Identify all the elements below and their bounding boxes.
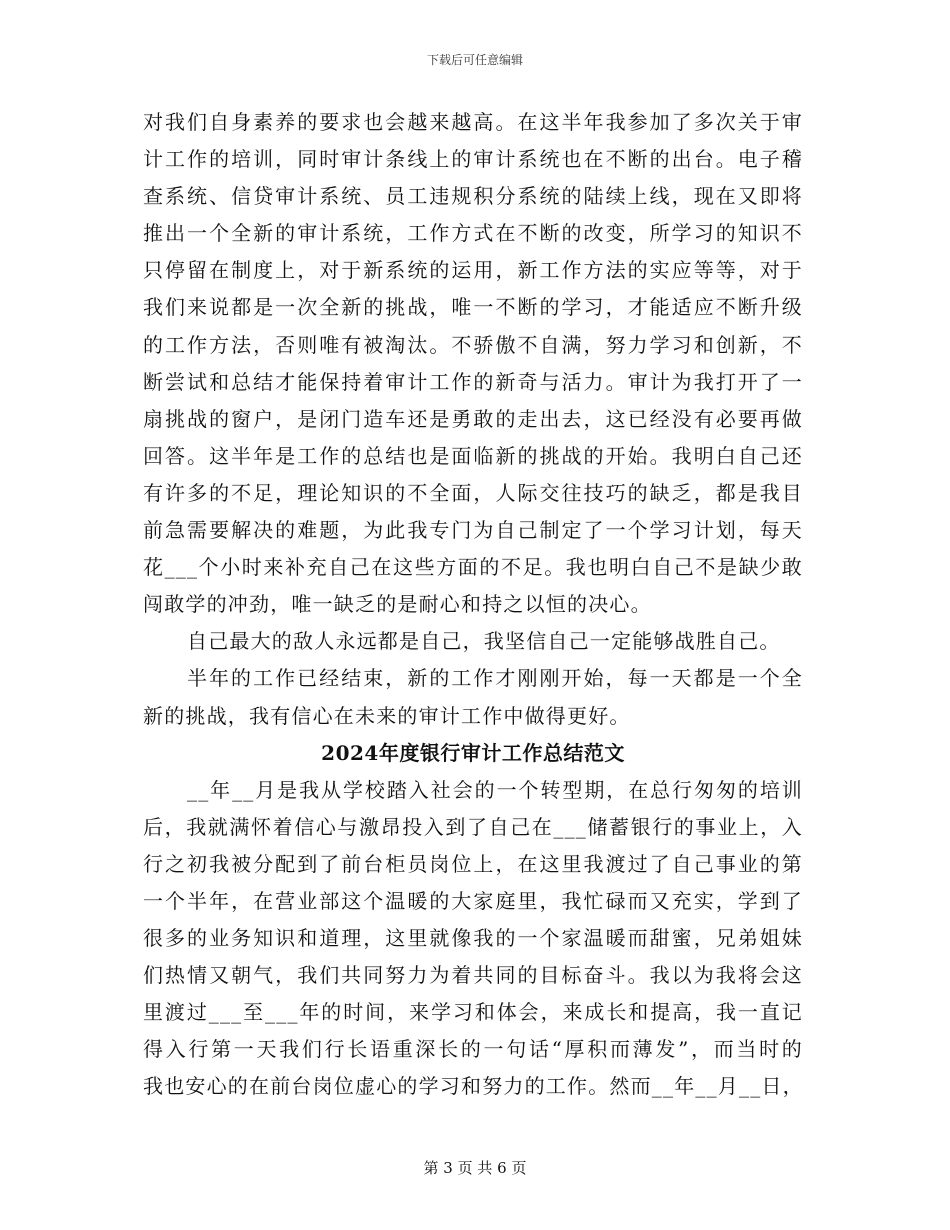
document-body (143, 104, 803, 1106)
section-title: 2024年度银行审计工作总结范文 (321, 740, 625, 765)
text-line: 断尝试和总结才能保持着审计工作的新奇与活力。审计为我打开了一 (143, 369, 803, 394)
text-line: 新的挑战，我有信心在未来的审计工作中做得更好。 (143, 703, 631, 728)
text-line: 查系统、信贷审计系统、员工违规积分系统的陆续上线，现在又即将 (143, 184, 803, 209)
paragraph-career-start (143, 772, 803, 1106)
text-line: 我也安心的在前台岗位虚心的学习和努力的工作。然而__年__月__日， (143, 1074, 804, 1099)
text-line: 们热情又朝气，我们共同努力为着共同的目标奋斗。我以为我将会这 (143, 963, 803, 988)
text-line: 前急需要解决的难题，为此我专门为自己制定了一个学习计划，每天 (143, 518, 803, 543)
paragraph-enemy-is-self (143, 623, 803, 660)
paragraph-self-cultivation (143, 104, 803, 623)
text-line: 的工作方法，否则唯有被淘汰。不骄傲不自满，努力学习和创新，不 (143, 332, 803, 357)
text-line: 里渡过___至___年的时间，来学习和体会，来成长和提高，我一直记 (143, 1000, 803, 1025)
text-line: 计工作的培训，同时审计条线上的审计系统也在不断的出台。电子稽 (143, 147, 803, 172)
text-line: 推出一个全新的审计系统，工作方式在不断的改变，所学习的知识不 (143, 221, 803, 246)
text-line: 花___个小时来补充自己在这些方面的不足。我也明白自己不是缺少敢 (143, 555, 803, 580)
text-line: 很多的业务知识和道理，这里就像我的一个家温暖而甜蜜，兄弟姐妹 (143, 926, 803, 951)
text-line: 有许多的不足，理论知识的不全面，人际交往技巧的缺乏，都是我目 (143, 480, 803, 505)
text-line: __年__月是我从学校踏入社会的一个转型期，在总行匆匆的培训 (187, 777, 803, 802)
text-line: 闯敢学的冲劲，唯一缺乏的是耐心和持之以恒的决心。 (143, 592, 652, 617)
text-line: 回答。这半年是工作的总结也是面临新的挑战的开始。我明白自己还 (143, 443, 803, 468)
text-line: 后，我就满怀着信心与激昂投入到了自己在___储蓄银行的事业上，入 (143, 814, 803, 839)
text-line: 半年的工作已经结束，新的工作才刚刚开始，每一天都是一个全 (187, 666, 803, 691)
text-line: 扇挑战的窗户，是闭门造车还是勇敢的走出去，这已经没有必要再做 (143, 406, 803, 431)
text-line: 我们来说都是一次全新的挑战，唯一不断的学习，才能适应不断升级 (143, 295, 803, 320)
text-line: 得入行第一天我们行长语重深长的一句话“厚积而薄发”，而当时的 (143, 1037, 803, 1062)
text-line: 一个半年，在营业部这个温暖的大家庭里，我忙碌而又充实，学到了 (143, 888, 803, 913)
text-line: 只停留在制度上，对于新系统的运用，新工作方法的实应等等，对于 (143, 258, 803, 283)
page-header: 下载后可任意编辑 (426, 53, 523, 67)
text-line: 对我们自身素养的要求也会越来越高。在这半年我参加了多次关于审 (143, 110, 803, 134)
text-line: 自己最大的敌人永远都是自己，我坚信自己一定能够战胜自己。 (187, 629, 781, 654)
text-line: 行之初我被分配到了前台柜员岗位上，在这里我渡过了自己事业的第 (143, 851, 803, 876)
paragraph-half-year-ended (143, 660, 803, 734)
page-footer: 第 3 页 共 6 页 (423, 1159, 527, 1177)
